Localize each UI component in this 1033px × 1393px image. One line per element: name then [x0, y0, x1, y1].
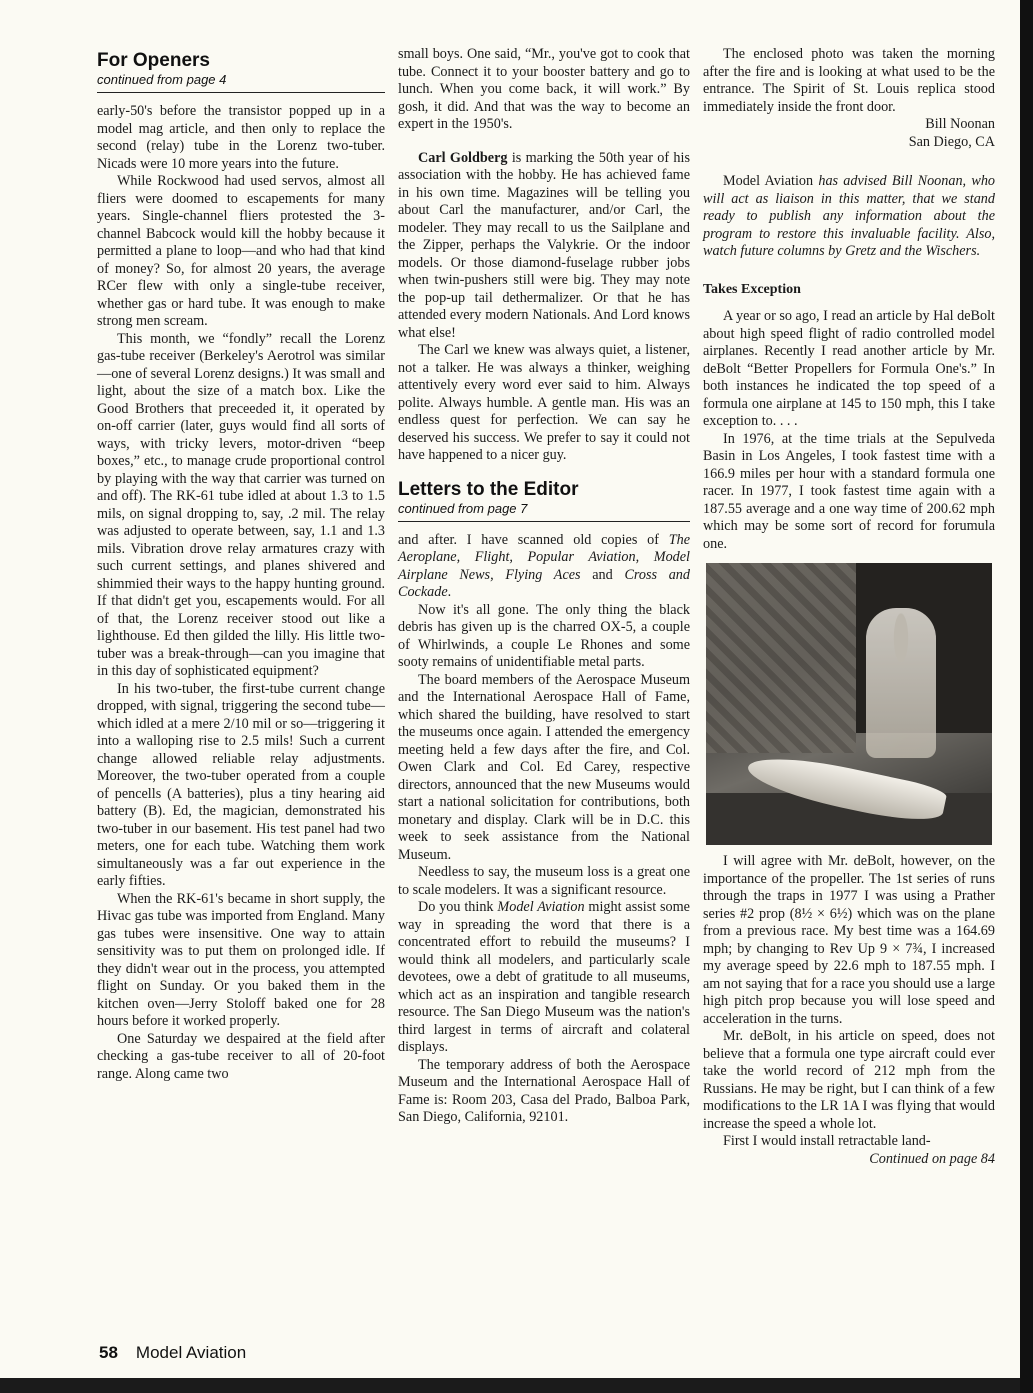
italic-titles: The Aeroplane, Flight, Popular Aviation, Model Airplane News, Flying Aces — [398, 531, 690, 583]
paragraph: A year or so ago, I read an article by Hal deBolt about high speed flight of radio controlled model airplanes. Recently I read another article by Mr. deBolt “Better Propellers for Formula One's.” In both instances he indicated the top speed of a formula one airplane at 145 to 150 mph, this I take exception to. . . . — [703, 308, 995, 429]
paragraph: Now it's all gone. The only thing the black debris has given up is the charred OX-5, a couple of Whirlwinds, a couple Le Rhones and some sooty remains of unidentifiable metal parts. — [398, 601, 690, 670]
column-2 — [398, 46, 690, 1127]
paragraph: early-50's before the transistor popped up in a model mag article, and then only to replace the second (relay) tube in the Lorenz two-tuber. Nicads were 10 more years into the future. — [97, 103, 385, 172]
paragraph — [398, 532, 690, 602]
subsection-heading: Takes Exception — [703, 281, 801, 297]
paragraph: In his two-tuber, the first-tube current change dropped, with signal, triggering the second tube—which idled at a mere 2/10 mil or so—triggering it into a walloping rise to 2.5 mils! Such a current change allowed reliable relay adjustments. Moreover, the two-tuber operated from a couple of pencells (A batteries), plus a tiny hearing aid battery (B). Ed, the magician, demonstrated his two-tuber in our basement. His test panel had two meters, one for each tube. Watching them work simultaneously was a far out experience in the early fifties. — [97, 680, 385, 889]
paragraph: In 1976, at the time trials at the Sepulveda Basin in Los Angeles, I took fastest time with a 166.9 miles per hour with a standard formula one racer. In 1977, I took fastest time again with a 187.55 average and a one way time of 200.62 mph which may be some sort of record for forumula one. — [703, 430, 995, 552]
paragraph-text: and — [580, 566, 625, 583]
paragraph: small boys. One said, “Mr., you've got to cook that tube. Connect it to your booster battery and go to lunch. When you come back, it will work.” By gosh, it did. And that was the way to become an expert in the 1950's. — [398, 46, 690, 132]
paragraph-text: is marking the 50th year of his association with the hobby. He has achieved fame in his own time. Magazines will be telling you about Carl the manufacturer, and/or Carl, the modeler. They may recall to us the Sailplane and the Zipper, perhaps the Valykrie. Or the indoor models. Or those diamond-fuselage rubber jobs when twin-pushers still were big. They may note the pop-up tail dethermalizer. Or that he has attended every modern Nationals. And Lord knows what else! — [398, 149, 690, 341]
paragraph: When the RK-61's became in short supply, the Hivac gas tube was imported from England. Many gas tubes were insensitive. One way to attain sensitivity was to put them on prolonged idle. If they didn't wear out in the process, you attempted flight on Sunday. Or you baked them in the kitchen oven—Jerry Stoloff baked one for 28 hours before it worked properly. — [97, 890, 385, 1029]
magazine-name: Model Aviation — [135, 1343, 247, 1362]
editor-note-text: has advised Bill Noonan, who will act as liaison in this matter, that we stand ready to publish any information about the program to restore this invaluable facility. Also, watch future columns by Gretz and the Wischers. — [703, 173, 996, 259]
photo-stone-wall — [706, 563, 856, 753]
paragraph: One Saturday we despaired at the field after checking a gas-tube receiver to all of 20-foot range. Along came two — [97, 1030, 385, 1082]
bold-lead: Carl Goldberg — [418, 149, 508, 166]
magazine-name: Model Aviation — [723, 173, 814, 189]
paragraph: The enclosed photo was taken the morning after the fire and is looking at what used to be the entrance. The Spirit of St. Louis replica stood immediately inside the front door. — [703, 46, 995, 115]
paragraph: Needless to say, the museum loss is a great one to scale modelers. It was a significant resource. — [398, 864, 690, 898]
page-footer — [99, 1343, 246, 1363]
section-heading-for-openers: For Openers — [97, 50, 210, 71]
column-1 — [97, 46, 385, 1083]
continued-note: Continued on page 84 — [869, 1150, 995, 1167]
photo-person — [866, 608, 936, 758]
column-3 — [703, 46, 995, 1168]
paragraph-goldberg — [398, 150, 690, 343]
paragraph: The temporary address of both the Aerospace Museum and the International Aerospace Hall of Fame is: Room 203, Casa del Prado, Balboa Park, San Diego, California, 92101. — [398, 1056, 690, 1125]
editor-note — [703, 173, 995, 261]
page-number: 58 — [99, 1343, 118, 1362]
paragraph: This month, we “fondly” recall the Lorenz gas-tube receiver (Berkeley's Aerotrol was similar—one of several Lorenz designs.) It was small and light, about the size of a match box. Like the Good Brothers that preceeded it, it operated by on-off carrier (later, guys would find all sorts of ways, with tricky levers, motor-driven “beep boxes,” etc., to manage crude proportional control by playing with the way that carrier was turned on and off). The RK-61 tube idled at about 1.3 to 1.5 mils, on signal dropping to, say, .2 mil. The relay was adjusted to operate between, say, 1.1 and 1.3 mils. Vibration drove relay armatures crazy with such current settings, and planes shivered and shimmied their ways to the happy hunting ground. If that didn't get you, escapements would. For all of that, the Lorenz receiver stood out like a lighthouse. Ed then gilded the lilly. His little two-tuber was a break-through—can you imagine that in this day of sophisticated equipment? — [97, 330, 385, 679]
section-heading-letters: Letters to the Editor — [398, 478, 579, 500]
italic-title: Model Aviation — [497, 899, 585, 915]
paragraph: The Carl we knew was always quiet, a listener, not a talker. He was always a thinker, weighing attentively every word ever said to him. Always polite. Always humble. A gentle man. His was an endless quest for perfection. We can say he deserved his success. We prefer to say it could not have happened to a nicer guy. — [398, 342, 690, 463]
paragraph: The board members of the Aerospace Museum and the International Aerospace Hall of Fame, which shared the building, have resolved to start the museums once again. I attended the emergency meeting held a few days after the fire, and Col. Owen Clark and Col. Ed Carey, respective directors, announced that the new Museums would start a national solicitation for contributions, both monetary and display. Clark will be in D.C. this week to seek assistance from the National Museum. — [398, 671, 690, 863]
paragraph-text: . — [447, 584, 452, 600]
paragraph-text: might assist some way in spreading the word that there is a concentrated effort to rebuild the museums? I would think all modelers, and particularly scale devotees, owe a debt of gratitude to all museums, which act as an inspiration and tangible research resource. The San Diego Museum was the nation's third largest in terms of aircraft and colateral displays. — [398, 899, 690, 1055]
signature-name: Bill Noonan — [925, 116, 995, 132]
paragraph: I will agree with Mr. deBolt, however, on the importance of the propeller. The 1st series of runs through the traps in 1977 I was using a Prather series #2 prop (8½ × 6½) which was on the plane from a previous race. My best time was a 164.69 mph; by changing to Rev Up 9 × 7¾, I increased my average speed by 22.6 mph to 187.55 mph. I am not saying that for a race you should use a large high pitch prop because you will lose speed and acceleration in the turns. — [703, 853, 995, 1027]
scan-edge — [1020, 0, 1033, 1393]
section-subheading: continued from page 7 — [398, 501, 690, 522]
signature-place: San Diego, CA — [908, 133, 995, 150]
section-subheading: continued from page 4 — [97, 72, 385, 93]
italic-title: Cross and Cockade — [398, 566, 690, 600]
paragraph — [398, 899, 690, 1057]
paragraph: While Rockwood had used servos, almost all fliers were doomed to escapements for many years. Single-channel fliers protested the 3-channel Babcock would kill the hobby because it permitted a plane to loop—and who had that kind of money? So, for almost 20 years, the average RCer flew with only a single-tube receiver, whether gas or hard tube. It was enough to make strong men scream. — [97, 173, 385, 329]
paragraph-text: Do you think — [418, 899, 498, 915]
paragraph: First I would install retractable land- — [723, 1133, 931, 1149]
race-plane-photo — [706, 563, 992, 845]
paragraph-text: and after. I have scanned old copies of — [398, 531, 669, 548]
paragraph: Mr. deBolt, in his article on speed, does not believe that a formula one type aircraft could ever take the world record of 212 mph from the Russians. He may be right, but I can think of a few modifications to the LR 1A I was flying that would increase the speed a whole lot. — [703, 1028, 995, 1132]
